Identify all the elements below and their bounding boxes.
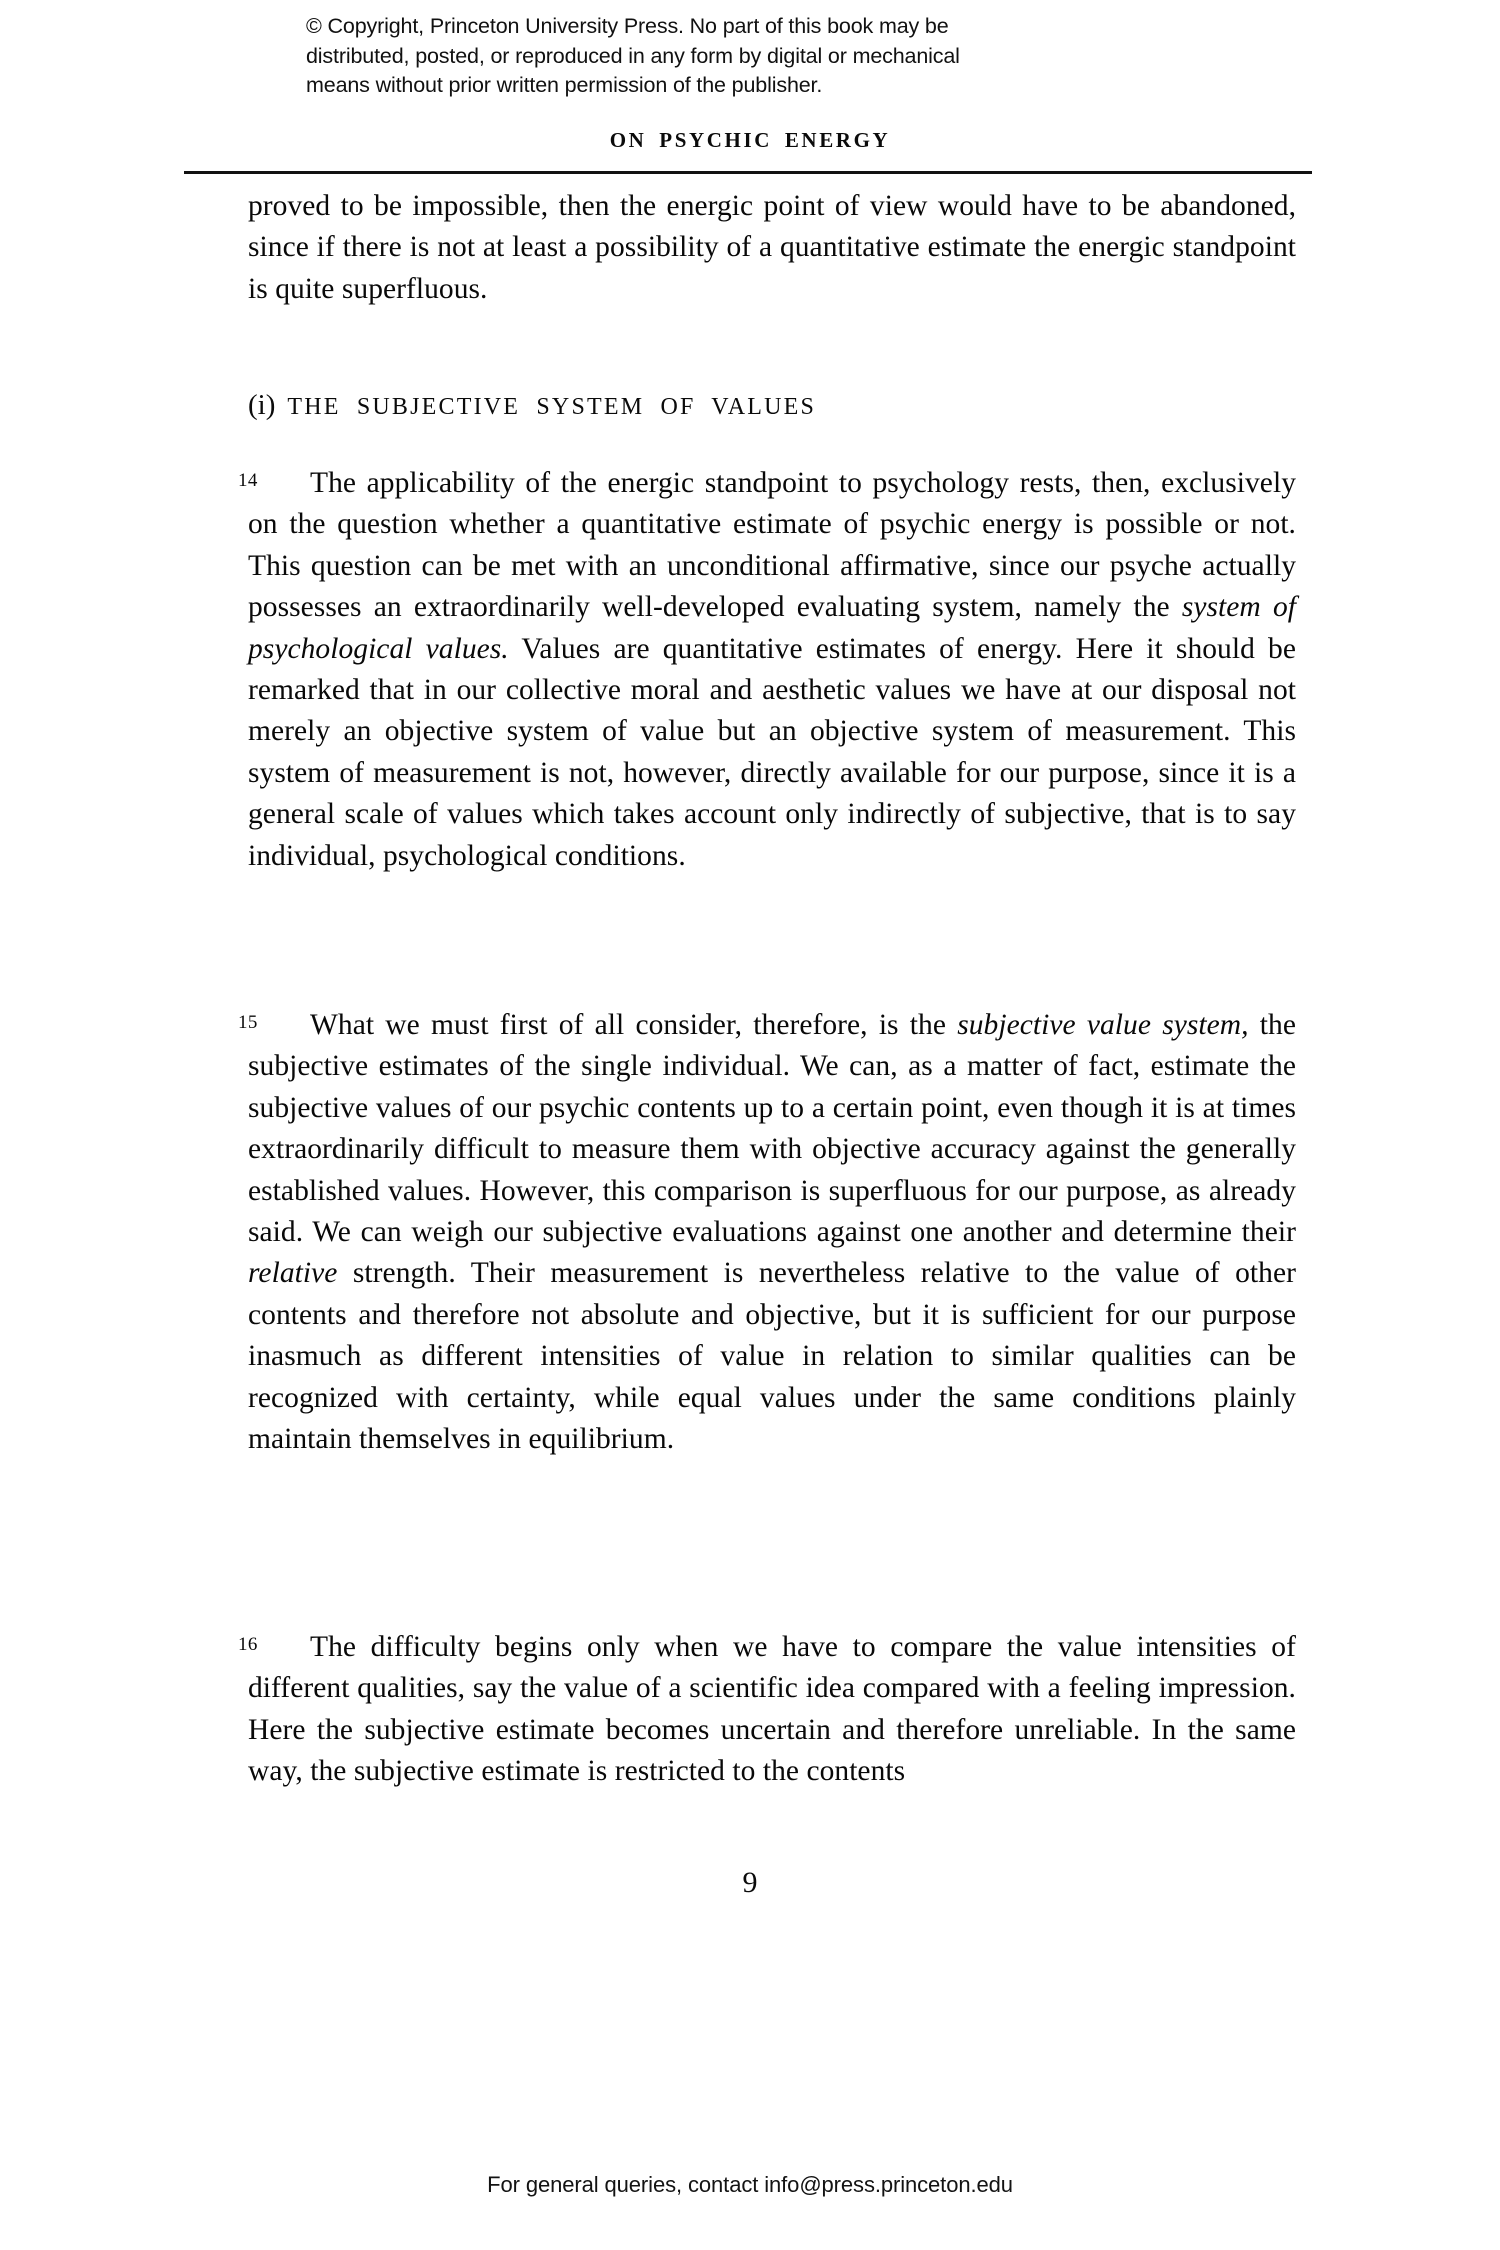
- paragraph-number-15: [176, 1005, 258, 1047]
- running-head: ON PSYCHIC ENERGY: [609, 128, 891, 152]
- copyright-line-3: means without prior written permission of the publisher.: [306, 73, 823, 97]
- p15-italic-2: relative: [248, 1257, 338, 1290]
- paragraph-number-16: [176, 1627, 258, 1669]
- paragraph-15-text: [238, 1005, 1296, 1460]
- page-number: 9: [742, 1866, 758, 1899]
- p15-italic-1: subjective value system,: [957, 1009, 1249, 1041]
- p15-part3: strength. Their measurement is nevertheless relative to the value of other contents and therefore not absolute and objective, but it is sufficient for our purpose inasmuch as different intensities of value in relation to similar qualities can be recognized with certainty, while equal values under the same conditions plainly maintain themselves in equilibrium.: [248, 1257, 1296, 1456]
- section-title: THE SUBJECTIVE SYSTEM OF VALUES: [287, 394, 817, 420]
- section-numeral: (i): [248, 389, 276, 421]
- paragraph-intro-text: proved to be impossible, then the energic point of view would have to be abandoned, since if there is not at least a possibility of a quantitative estimate the energic standpoint is quite superfluous.: [248, 190, 1296, 305]
- paragraph-16-text: [238, 1627, 1296, 1793]
- paragraph-number-15-value: 15: [238, 1012, 258, 1033]
- p16-text: The difficulty begins only when we have to compare the value intensities of different qualities, say the value of a scientific idea compared with a feeling impression. Here the subjective estimate becomes uncertain and therefore unreliable. In the same way, the subjective estimate is restricted to the contents: [248, 1631, 1296, 1788]
- p14-italic-1: system of psychological values.: [248, 591, 1296, 665]
- p15-part2: the subjective estimates of the single individual. We can, as a matter of fact, estimate the subjective values of our psychic contents up to a certain point, even though it is at times extraordinarily difficult to measure them with objective accuracy against the generally established values. However, this comparison is superfluous for our purpose, as already said. We can weigh our subjective evaluations against one another and determine their: [248, 1009, 1296, 1249]
- paragraph-number-16-value: 16: [238, 1634, 258, 1655]
- p14-part1: The applicability of the energic standpoint to psychology rests, then, exclusively on the question whether a quantitative estimate of psychic energy is possible or not. This question can be met with an unconditional affirmative, since our psyche actually possesses an extraordinarily well-developed evaluating system, namely the: [248, 467, 1296, 624]
- paragraph-14: [238, 463, 1296, 877]
- header-rule: [184, 171, 1312, 174]
- paragraph-number-14-value: 14: [238, 470, 258, 491]
- paragraph-number-14: [176, 463, 258, 505]
- copyright-line-2: distributed, posted, or reproduced in any form by digital or mechanical: [306, 43, 960, 68]
- copyright-line-1: © Copyright, Princeton University Press. No part of this book may be: [306, 14, 949, 38]
- p14-part2: Values are quantitative estimates of energy. Here it should be remarked that in our collective moral and aesthetic values we have at our disposal not merely an objective system of value but an objective system of measurement. This system of measurement is not, however, directly available for our purpose, since it is a general scale of values which takes account only indirectly of subjective, that is to say individual, psychological conditions.: [248, 632, 1296, 872]
- footer-query-line: For general queries, contact info@press.princeton.edu: [487, 2172, 1013, 2197]
- paragraph-14-text: [238, 463, 1296, 877]
- paragraph-intro: [248, 186, 1296, 310]
- paragraph-16: [238, 1627, 1296, 1793]
- p15-part1: What we must first of all consider, therefore, is the: [310, 1009, 958, 1041]
- copyright-notice: [306, 12, 1146, 101]
- paragraph-15: [238, 1005, 1296, 1460]
- section-heading: [248, 389, 816, 422]
